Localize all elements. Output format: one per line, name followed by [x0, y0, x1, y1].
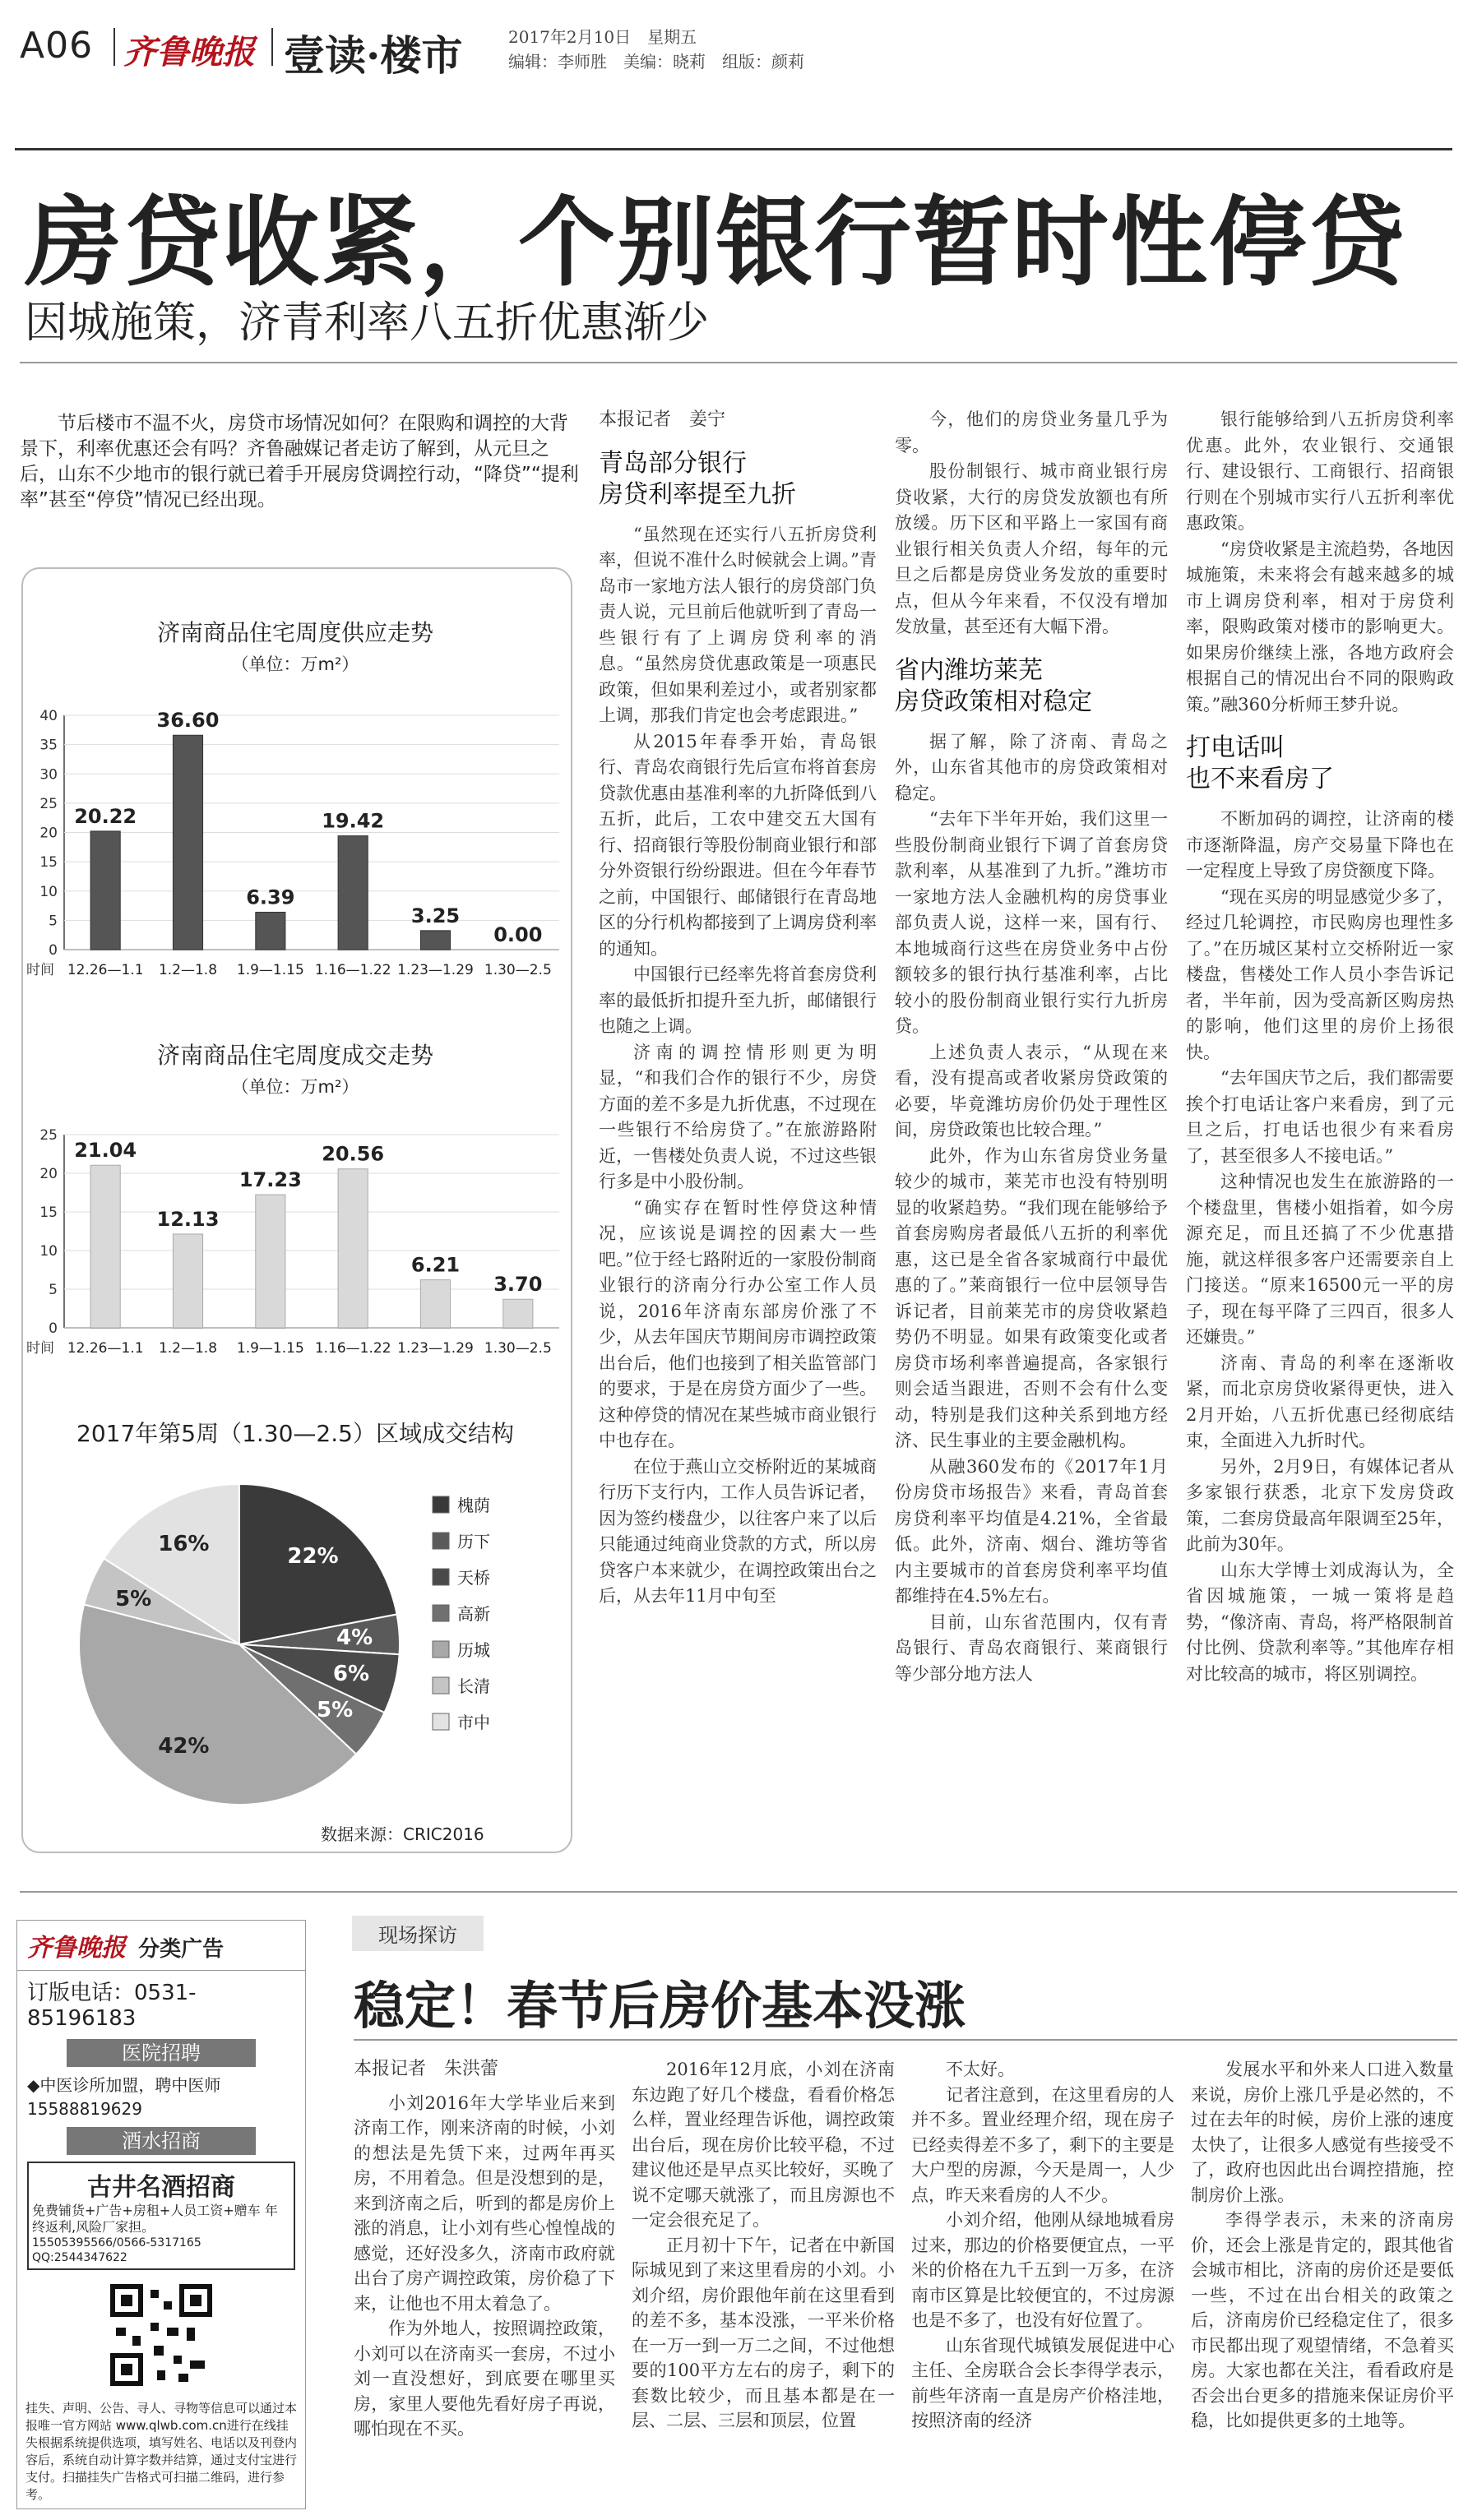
header-meta — [508, 25, 804, 74]
data-label: 17.23 — [238, 1168, 302, 1192]
y-tick-label: 25 — [39, 1127, 58, 1144]
chart1-unit: （单位：万m²） — [231, 654, 359, 674]
paragraph: 正月初十下午，记者在中新国际城见到了来这里看房的小刘。小刘介绍，房价跟他年前在这里看到的差不多，基本没涨，一平米价格在一万一到一万二之间，不过他想要的100平方左右的房子，剩下的套数比较少，而且基本都是在一层、二层、三层和顶层，位置 — [632, 2235, 895, 2430]
legend-swatch — [433, 1496, 449, 1513]
subhead-weifang: 省内潍坊莱芜 房贷政策相对稳定 — [895, 655, 1092, 716]
data-label: 19.42 — [322, 809, 385, 833]
paragraph: 济南的调控情形则更为明显，“和我们合作的银行不少，房贷方面的差不多是九折优惠，不过现在一些银行不给房贷了。”在旅游路附近，一售楼处负责人说，不过这些银行多是中小股份制。 — [599, 1042, 877, 1191]
legend-label: 历下 — [457, 1532, 490, 1551]
column-text — [895, 407, 1168, 640]
x-tick-label: 1.30—2.5 — [484, 1340, 552, 1357]
bar — [90, 831, 120, 950]
ad-category-hospital: 医院招聘 — [67, 2039, 256, 2067]
paragraph: “虽然现在还实行八五折房贷利率，但说不准什么时候就会上调。”青岛市一家地方法人银行的房贷部门负责人说，元旦前后他就听到了青岛一些银行有了上调房贷利率的消息。“虽然房贷优惠政策是一项惠民政策，但如果利差过小，或者别家都上调，那我们肯定也会考虑跟进。” — [599, 524, 877, 725]
ad-category-liquor: 酒水招商 — [67, 2127, 256, 2155]
y-tick-label: 10 — [39, 1243, 58, 1260]
ad-logo: 齐鲁晚报 — [27, 1934, 126, 1963]
slice-label: 6% — [332, 1661, 370, 1686]
paragraph: 李得学表示，未来的济南房价，还会上涨是肯定的，跟其他省会城市相比，济南的房价还是要低一些，不过在出台相关的政策之后，济南房价已经稳定住了，很多市民都出现了观望情绪，不急着买房。大家也都在关注，看看政府是否会出台更多的措施来保证房价平稳，比如提供更多的土地等。 — [1191, 2210, 1454, 2430]
paragraph: 中国银行已经率先将首套房贷利率的最低折扣提升至九折，邮储银行也随之上调。 — [599, 964, 877, 1036]
divider — [113, 28, 115, 66]
ad-item: ◆中医诊所加盟，聘中医师 — [27, 2075, 221, 2095]
bottom-column-3 — [911, 2057, 1174, 2434]
chart3-title: 2017年第5周（1.30—2.5）区域成交结构 — [76, 1420, 514, 1447]
chart1-title: 济南商品住宅周度供应走势 — [156, 619, 433, 646]
bar — [173, 1234, 202, 1328]
bar — [420, 1280, 450, 1328]
paragraph: 从融360发布的《2017年1月份房贷市场报告》来看，青岛首套房贷利率平均值是4.21%，全省最低。此外，济南、烟台、潍坊等省内主要城市的首套房贷利率平均值都维持在4.5%左右。 — [895, 1456, 1168, 1606]
paragraph: 2016年12月底，小刘在济南东边跑了好几个楼盘，看看价格怎么样，置业经理告诉他，调控政策出台后，现在房价比较平稳，不过建议他还是早点买比较好，买晚了说不定哪天就涨了，而且房源也不一定会很充足了。 — [632, 2060, 895, 2230]
bottom-column-2 — [632, 2057, 895, 2434]
bar — [338, 1169, 368, 1328]
x-tick-label: 1.16—1.22 — [314, 1340, 391, 1357]
paragraph: 作为外地人，按照调控政策，小刘可以在济南买一套房，不过小刘一直没想好，到底要在哪里买房，家里人要他先看好房子再说，哪怕现在不买。 — [354, 2319, 615, 2439]
section-tag: 现场探访 — [352, 1916, 484, 1951]
article-column-1 — [599, 407, 877, 1610]
bar — [256, 912, 285, 950]
qr-code-icon — [108, 2282, 215, 2388]
x-tick-label: 1.23—1.29 — [397, 962, 474, 978]
column-text — [1186, 807, 1454, 1687]
paragraph: 济南、青岛的利率在逐渐收紧，而北京房贷收紧得更快，进入2月开始，八五折优惠已经彻底结束，全面进入九折时代。 — [1186, 1352, 1454, 1450]
divider — [271, 28, 273, 66]
paragraph: 记者注意到，在这里看房的人并不多。置业经理介绍，现在房子已经卖得差不多了，剩下的主要是大户型的房源，今天是周一，人少点，昨天来看房的人不少。 — [911, 2084, 1174, 2205]
y-tick-label: 40 — [39, 708, 58, 724]
chart2-title: 济南商品住宅周度成交走势 — [156, 1042, 433, 1069]
paragraph: 在位于燕山立交桥附近的某城商行历下支行内，工作人员告诉记者，因为签约楼盘少，以往客户来了以后只能通过纯商业贷款的方式，所以房贷客户本来就少，在调控政策出台之后，从去年11月中旬至 — [599, 1456, 877, 1606]
legend-label: 天桥 — [457, 1568, 490, 1588]
paragraph: 不太好。 — [946, 2060, 1015, 2079]
byline: 本报记者 姜宁 — [599, 409, 726, 430]
x-tick-label: 1.9—1.15 — [236, 962, 304, 978]
legend-label: 长清 — [457, 1676, 490, 1696]
slice-label: 5% — [115, 1587, 152, 1612]
y-tick-label: 10 — [39, 883, 58, 900]
bottom-rule — [354, 2039, 1457, 2041]
data-label: 20.22 — [74, 804, 137, 828]
paragraph: 此外，作为山东省房贷业务量较少的城市，莱芜市也没有特别明显的收紧趋势。“我们现在能够给予首套房购房者最低八五折的利率优惠，这已是全省各家城商行中最优惠的了。”莱商银行一位中层领导告诉记者，目前莱芜市的房贷收紧趋势仍不明显。如果有政策变化或者房贷市场利率普遍提高，各家银行则会适当跟进，否则不会有什么变动，特别是我们这种关系到地方经济、民生事业的主要金融机构。 — [895, 1145, 1168, 1450]
legend-swatch — [433, 1677, 449, 1694]
data-label: 6.39 — [246, 885, 295, 909]
x-tick-label: 1.2—1.8 — [158, 962, 218, 978]
paragraph: 发展水平和外来人口进入数量来说，房价上涨几乎是必然的，不过在去年的时候，房价上涨的速度太快了，让很多人感觉有些接受不了，政府也因此出台调控措施，控制房价上涨。 — [1191, 2060, 1454, 2205]
paragraph: 山东省现代城镇发展促进中心主任、全房联合会长李得学表示，前些年济南一直是房产价格洼地，按照济南的经济 — [911, 2335, 1174, 2430]
legend-label: 高新 — [457, 1604, 490, 1624]
data-label: 0.00 — [493, 923, 543, 946]
y-tick-label: 15 — [39, 854, 58, 872]
y-tick-label: 30 — [39, 766, 58, 784]
paragraph: 今，他们的房贷业务量几乎为零。 — [895, 409, 1168, 455]
y-tick-label: 20 — [39, 825, 58, 842]
y-tick-label: 0 — [49, 942, 58, 959]
y-tick-label: 35 — [39, 737, 58, 754]
paragraph: 这种情况也发生在旅游路的一个楼盘里，售楼小姐指着，如今房源充足，而且还搞了不少优惠措施，就这样很多客户还需要亲自上门接送。“原来16500元一平的房子，现在每平降了三四百，很多人还嫌贵。” — [1186, 1172, 1454, 1347]
x-axis-label: 时间 — [26, 962, 54, 978]
y-tick-label: 15 — [39, 1205, 58, 1221]
column-text — [911, 2057, 1174, 2434]
transaction-bar-chart — [21, 1102, 569, 1373]
paragraph: “确实存在暂时性停贷这种情况，应该说是调控的因素大一些吧。”位于经七路附近的一家股份制商业银行的济南分行办公室工作人员说，2016年济南东部房价涨了不少，从去年国庆节期间房市调控政策出台后，他们也接到了相关监管部门的要求，于是在房贷方面少了一些。这种停贷的情况在某些城市商业银行中也存在。 — [599, 1197, 877, 1450]
data-label: 36.60 — [156, 709, 220, 733]
bar — [503, 1299, 533, 1328]
paragraph: 小刘2016年大学毕业后来到济南工作，刚来济南的时候，小刘的想法是先赁下来，过两年再买房，不用着急。但是没想到的是，来到济南之后，听到的都是房价上涨的消息，让小刘有些心惶惶战的感觉，还好没多久，济南市政府就出台了房产调控政策，房价稳了下来，让他也不用太着急了。 — [354, 2092, 615, 2314]
page-number: A06 — [20, 25, 94, 67]
data-label: 12.13 — [156, 1207, 220, 1231]
slice-label: 22% — [287, 1543, 339, 1569]
legend-label: 槐荫 — [457, 1496, 490, 1515]
legend-swatch — [433, 1569, 449, 1585]
paragraph: 银行能够给到八五折房贷利率优惠。此外，农业银行、交通银行、建设银行、工商银行、招商银行则在个别城市实行八五折利率优惠政策。 — [1186, 409, 1454, 533]
x-axis-label: 时间 — [26, 1340, 54, 1357]
paragraph: 股份制银行、城市商业银行房贷收紧，大行的房贷发放额也有所放缓。历下区和平路上一家国有商业银行相关负责人介绍，每年的元旦之后都是房贷业务发放的重要时点，但从今年来看，不仅没有增加发放量，甚至还有大幅下滑。 — [895, 461, 1168, 636]
ad-logo-sub: 分类广告 — [138, 1937, 225, 1962]
legend-label: 历城 — [457, 1640, 490, 1660]
x-tick-label: 12.26—1.1 — [67, 1340, 144, 1357]
y-tick-label: 5 — [49, 913, 58, 930]
classified-ad — [16, 1920, 306, 2509]
paragraph: “现在买房的明显感觉少多了，经过几轮调控，市民购房也理性多了。”在历城区某村立交桥附近一家楼盘，售楼处工作人员小李告诉记者，半年前，因为受高新区购房热的影响，他们这里的房价上扬很快。 — [1186, 886, 1454, 1062]
data-label: 3.70 — [493, 1273, 543, 1297]
x-tick-label: 12.26—1.1 — [67, 962, 144, 978]
legend-swatch — [433, 1641, 449, 1658]
y-tick-label: 0 — [49, 1320, 58, 1337]
bottom-byline: 本报记者 朱洪蕾 — [354, 2059, 499, 2079]
column-text — [1186, 407, 1454, 718]
bar — [90, 1165, 120, 1328]
y-tick-label: 20 — [39, 1166, 58, 1182]
bar — [173, 735, 202, 950]
x-tick-label: 1.16—1.22 — [314, 962, 391, 978]
article-column-2 — [895, 407, 1168, 1687]
legend-swatch — [433, 1605, 449, 1621]
column-text — [354, 2091, 615, 2442]
bottom-column-4 — [1191, 2057, 1454, 2434]
header-rule — [15, 148, 1452, 150]
supply-bar-chart — [21, 682, 569, 995]
ad-item-title: 古井名酒招商 — [87, 2173, 235, 2202]
paragraph: 目前，山东省范围内，仅有青岛银行、青岛农商银行、莱商银行等少部分地方法人 — [895, 1611, 1168, 1684]
x-tick-label: 1.30—2.5 — [484, 962, 552, 978]
slice-label: 5% — [317, 1697, 354, 1722]
paragraph: 上述负责人表示，“从现在来看，没有提高或者收紧房贷政策的必要，毕竟潍坊房价仍处于理性区间，房贷政策也比较合理。” — [895, 1042, 1168, 1140]
ad-item-phone: 15505395566/0566-5317165 QQ:2544347622 — [32, 2236, 201, 2264]
paragraph: 不断加码的调控，让济南的楼市逐渐降温，房产交易量下降也在一定程度上导致了房贷额度下降。 — [1186, 809, 1454, 881]
legend-swatch — [433, 1533, 449, 1549]
paragraph: 据了解，除了济南、青岛之外，山东省其他市的房贷政策相对稳定。 — [895, 731, 1168, 803]
paragraph: “去年下半年开始，我们这里一些股份制商业银行下调了首套房贷款利率，从基准到了九折。”潍坊市一家地方法人金融机构的房贷事业部负责人说，这样一来，国有行、本地城商行这些在房贷业务中占份额较多的银行执行基准利率，占比较小的股份制商业银行实行九折房贷。 — [895, 809, 1168, 1036]
x-tick-label: 1.9—1.15 — [236, 1340, 304, 1357]
data-label: 3.25 — [410, 904, 461, 927]
ad-item-desc: 免费铺货+广告+房租+人员工资+赠车 年终返利,风险厂家担。 — [32, 2203, 278, 2235]
chart2-unit: （单位：万m²） — [231, 1077, 359, 1097]
bottom-column-1 — [354, 2057, 615, 2442]
lead-paragraph: 节后楼市不温不火，房贷市场情况如何？在限购和调控的大背景下，利率优惠还会有吗？齐鲁融媒记者走访了解到，从元旦之后，山东不少地市的银行就已着手开展房贷调控行动，“降贷”“提利率”甚至“停贷”情况已经出现。 — [20, 413, 579, 511]
issue-date: 2017年2月10日 星期五 — [508, 27, 697, 47]
slice-label: 16% — [158, 1531, 210, 1556]
paragraph: “房贷收紧是主流趋势，各地因城施策，未来将会有越来越多的城市上调房贷利率，相对于房贷利率，限购政策对楼市的影响更大。如果房价继续上涨，各地方政府会根据自己的情况出台不同的限购政策。”融360分析师王梦升说。 — [1186, 539, 1454, 714]
headline-rule — [20, 362, 1457, 363]
data-label: 21.04 — [74, 1139, 137, 1163]
paragraph: 山东大学博士刘成海认为，全省因城施策，一城一策将是趋势，“像济南、青岛，将严格限制首付比例、贷款利率等。”其他库存相对比较高的城市，将区别调控。 — [1186, 1560, 1454, 1684]
subhead-phone: 打电话叫 也不来看房了 — [1186, 733, 1334, 793]
column-text — [895, 729, 1168, 1688]
y-tick-label: 5 — [49, 1282, 58, 1298]
newspaper-logo: 齐鲁晚报 — [123, 33, 255, 72]
section-title: 壹读·楼市 — [284, 31, 463, 80]
column-text — [632, 2057, 895, 2434]
bar — [420, 931, 450, 950]
article-column-3 — [1186, 407, 1454, 1687]
chart-source: 数据来源：CRIC2016 — [321, 1824, 484, 1844]
slice-label: 4% — [336, 1625, 373, 1651]
bottom-headline: 稳定！春节后房价基本没涨 — [354, 1976, 966, 2036]
y-tick-label: 25 — [39, 795, 58, 812]
editor-credits: 编辑：李师胜 美编：晓莉 组版：颜莉 — [508, 52, 804, 72]
column-text — [599, 522, 877, 1610]
subheadline: 因城施策，济青利率八五折优惠渐少 — [25, 298, 710, 348]
headline: 房贷收紧，个别银行暂时性停贷 — [25, 186, 1407, 299]
column-text — [1191, 2057, 1454, 2434]
data-label: 20.56 — [322, 1142, 385, 1166]
ad-phone: 订版电话：0531-85196183 — [27, 1981, 197, 2031]
paragraph: 另外，2月9日，有媒体记者从多家银行获悉，北京下发房贷政策，二套房贷最高年限调至25年，此前为30年。 — [1186, 1456, 1454, 1554]
legend-label: 市中 — [457, 1713, 490, 1732]
ad-item-phone: 15588819629 — [27, 2099, 142, 2119]
section-rule — [20, 1891, 1457, 1893]
legend-swatch — [433, 1713, 449, 1730]
ad-footer: 挂失、声明、公告、寻人、寻物等信息可以通过本报唯一官方网站 www.qlwb.com.cn进行在线挂失根据系统提供选项，填写姓名、电话以及刊登内容后，系统自动计算字数并结算，通过支付宝进行支付。扫描挂失广告格式可扫描二维码，进行参考。 — [25, 2401, 298, 2502]
slice-label: 42% — [158, 1734, 210, 1759]
x-tick-label: 1.23—1.29 — [397, 1340, 474, 1357]
bar — [338, 836, 368, 950]
subhead-qingdao: 青岛部分银行 房贷利率提至九折 — [599, 448, 796, 509]
paragraph: 从2015年春季开始，青岛银行、青岛农商银行先后宣布将首套房贷款优惠由基准利率的九折降低到八五折，此后，工农中建交五大国有行、招商银行等股份制商业银行和部分外资银行纷纷跟进。但在今年春节之前，中国银行、邮储银行在青岛地区的分行机构都接到了上调房贷利率的通知。 — [599, 731, 877, 959]
paragraph: 小刘介绍，他刚从绿地城看房过来，那边的价格要便宜点，一平米的价格在九千五到一万多，在济南市区算是比较便宜的，不过房源也是不多了，也没有好位置了。 — [911, 2210, 1174, 2330]
data-label: 6.21 — [410, 1253, 461, 1277]
paragraph: “去年国庆节之后，我们都需要挨个打电话让客户来看房，到了元旦之后，打电话也很少有来看房了，甚至很多人不接电话。” — [1186, 1068, 1454, 1166]
bar — [256, 1195, 285, 1328]
x-tick-label: 1.2—1.8 — [158, 1340, 218, 1357]
district-pie-chart — [21, 1455, 569, 1817]
